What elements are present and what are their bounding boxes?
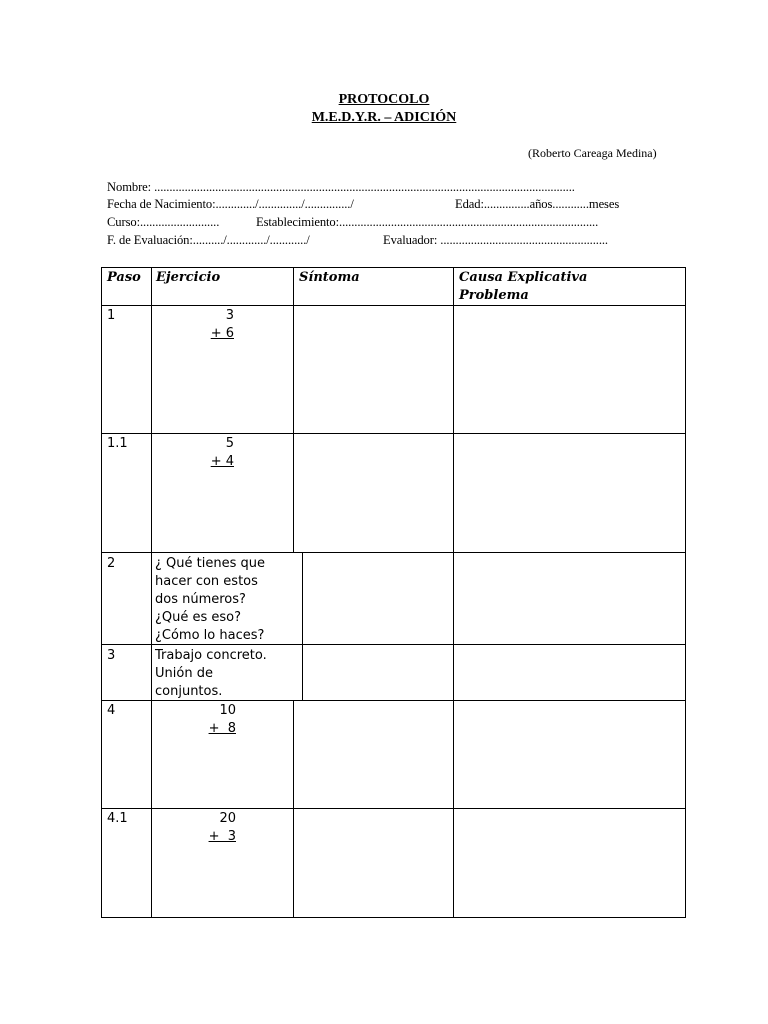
table-border [302, 552, 303, 701]
exercise-top-number: 5 [225, 436, 234, 451]
paso-cell: 4.1 [107, 811, 128, 826]
exercise-question: hacer con estos [155, 574, 258, 589]
table-border [101, 267, 686, 268]
exercise-addend: + 4 [210, 454, 234, 469]
table-border [101, 433, 686, 434]
table-border [453, 267, 454, 918]
exercise-question: ¿Qué es eso? [155, 610, 242, 625]
paso-cell: 2 [107, 556, 116, 571]
curso-field[interactable]: Curso:.......................... [107, 215, 220, 229]
table-border [101, 305, 686, 306]
table-border [101, 808, 686, 809]
fecha-evaluacion-field[interactable]: F. de Evaluación:........../............./............/ [107, 233, 310, 247]
exercise-question: dos números? [155, 592, 246, 607]
exercise-top-number: 3 [225, 308, 234, 323]
header-sintoma: Síntoma [299, 270, 360, 285]
table-border [101, 917, 686, 918]
table-border [685, 267, 686, 918]
header-paso: Paso [107, 270, 141, 285]
exercise-question: ¿ Qué tienes que [155, 556, 265, 571]
header-ejercicio: Ejercicio [156, 270, 221, 285]
fecha-nacimiento-field[interactable]: Fecha de Nacimiento:............./............../.............../ [107, 197, 354, 211]
table-border [101, 552, 686, 553]
header-causa-explicativa: Causa Explicativa [459, 270, 588, 285]
exercise-text: conjuntos. [155, 684, 223, 699]
paso-cell: 1.1 [107, 436, 128, 451]
exercise-top-number: 20 [219, 811, 236, 826]
establecimiento-field[interactable]: Establecimiento:..................................................................................... [256, 215, 599, 229]
document-title: PROTOCOLO [338, 92, 430, 107]
nombre-field[interactable]: Nombre: .......................................................................................................................................... [107, 180, 575, 194]
paso-cell: 4 [107, 703, 116, 718]
table-border [293, 700, 294, 918]
exercise-text: Unión de [155, 666, 213, 681]
paso-cell: 1 [107, 308, 116, 323]
exercise-addend: + 8 [208, 721, 236, 736]
header-problema: Problema [459, 288, 529, 303]
paso-cell: 3 [107, 648, 116, 663]
edad-field[interactable]: Edad:...............años............meses [455, 197, 620, 211]
table-border [101, 267, 102, 918]
exercise-addend: + 3 [208, 829, 236, 844]
document-subtitle: M.E.D.Y.R. – ADICIÓN [311, 110, 457, 125]
exercise-question: ¿Cómo lo haces? [155, 628, 265, 643]
exercise-text: Trabajo concreto. [155, 648, 267, 663]
table-border [293, 267, 294, 553]
exercise-addend: + 6 [210, 326, 234, 341]
table-border [151, 267, 152, 918]
evaluador-field[interactable]: Evaluador: ....................................................... [383, 233, 608, 247]
exercise-top-number: 10 [219, 703, 236, 718]
author-credit: (Roberto Careaga Medina) [528, 146, 657, 160]
